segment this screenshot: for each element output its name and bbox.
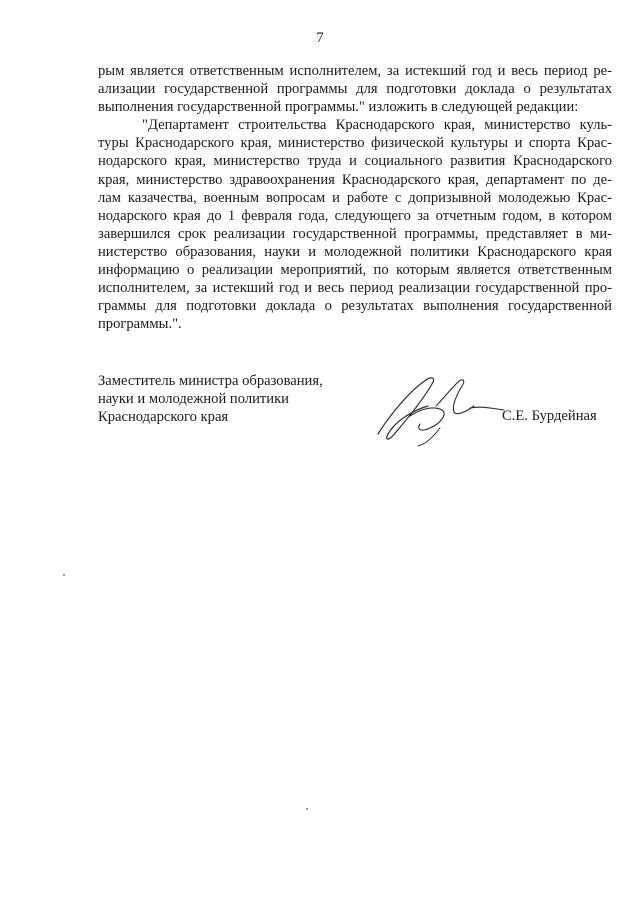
signer-position-line: науки и молодежной политики xyxy=(98,391,289,408)
signer-position xyxy=(98,372,323,426)
scan-speck xyxy=(306,808,308,810)
body-line: выполнения государственной программы." изложить в следующей редакции: xyxy=(98,99,579,116)
body-line: программы.". xyxy=(98,316,182,333)
body-line: исполнителем, за истекший год и весь период реализации государственной про- xyxy=(98,280,612,297)
body-line: лам казачества, военным вопросам и работе с допризывной молодежью Крас- xyxy=(98,189,612,206)
body-line: завершился срок реализации государственной программы, представляет в ми- xyxy=(98,225,612,242)
body-line: ализации государственной программы для подготовки доклада о результатах xyxy=(98,81,612,98)
signer-position-line: Заместитель министра образования, xyxy=(98,373,323,389)
body-line: туры Краснодарского края, министерство физической культуры и спорта Крас- xyxy=(98,135,612,152)
handwritten-signature-icon xyxy=(370,370,510,448)
body-line: нодарского края, министерство труда и социального развития Краснодарского xyxy=(98,153,612,170)
body-line: края, министерство здравоохранения Краснодарского края, департамент по де- xyxy=(98,171,612,188)
body-line: рым является ответственным исполнителем, за истекший год и весь период ре- xyxy=(98,63,612,79)
scan-speck xyxy=(63,574,65,576)
body-line: "Департамент строительства Краснодарского края, министерство куль- xyxy=(142,117,612,134)
signer-position-line: Краснодарского края xyxy=(98,409,229,426)
body-text xyxy=(98,62,612,333)
page-number: 7 xyxy=(316,30,324,46)
body-line: нодарского края до 1 февраля года, следующего за отчетным годом, в котором xyxy=(98,207,612,224)
body-line: граммы для подготовки доклада о результатах выполнения государственной xyxy=(98,298,612,315)
body-line: нистерство образования, науки и молодежной политики Краснодарского края xyxy=(98,243,612,260)
signer-name: С.Е. Бурдейная xyxy=(502,408,597,424)
body-line: информацию о реализации мероприятий, по которым является ответственным xyxy=(98,262,612,279)
